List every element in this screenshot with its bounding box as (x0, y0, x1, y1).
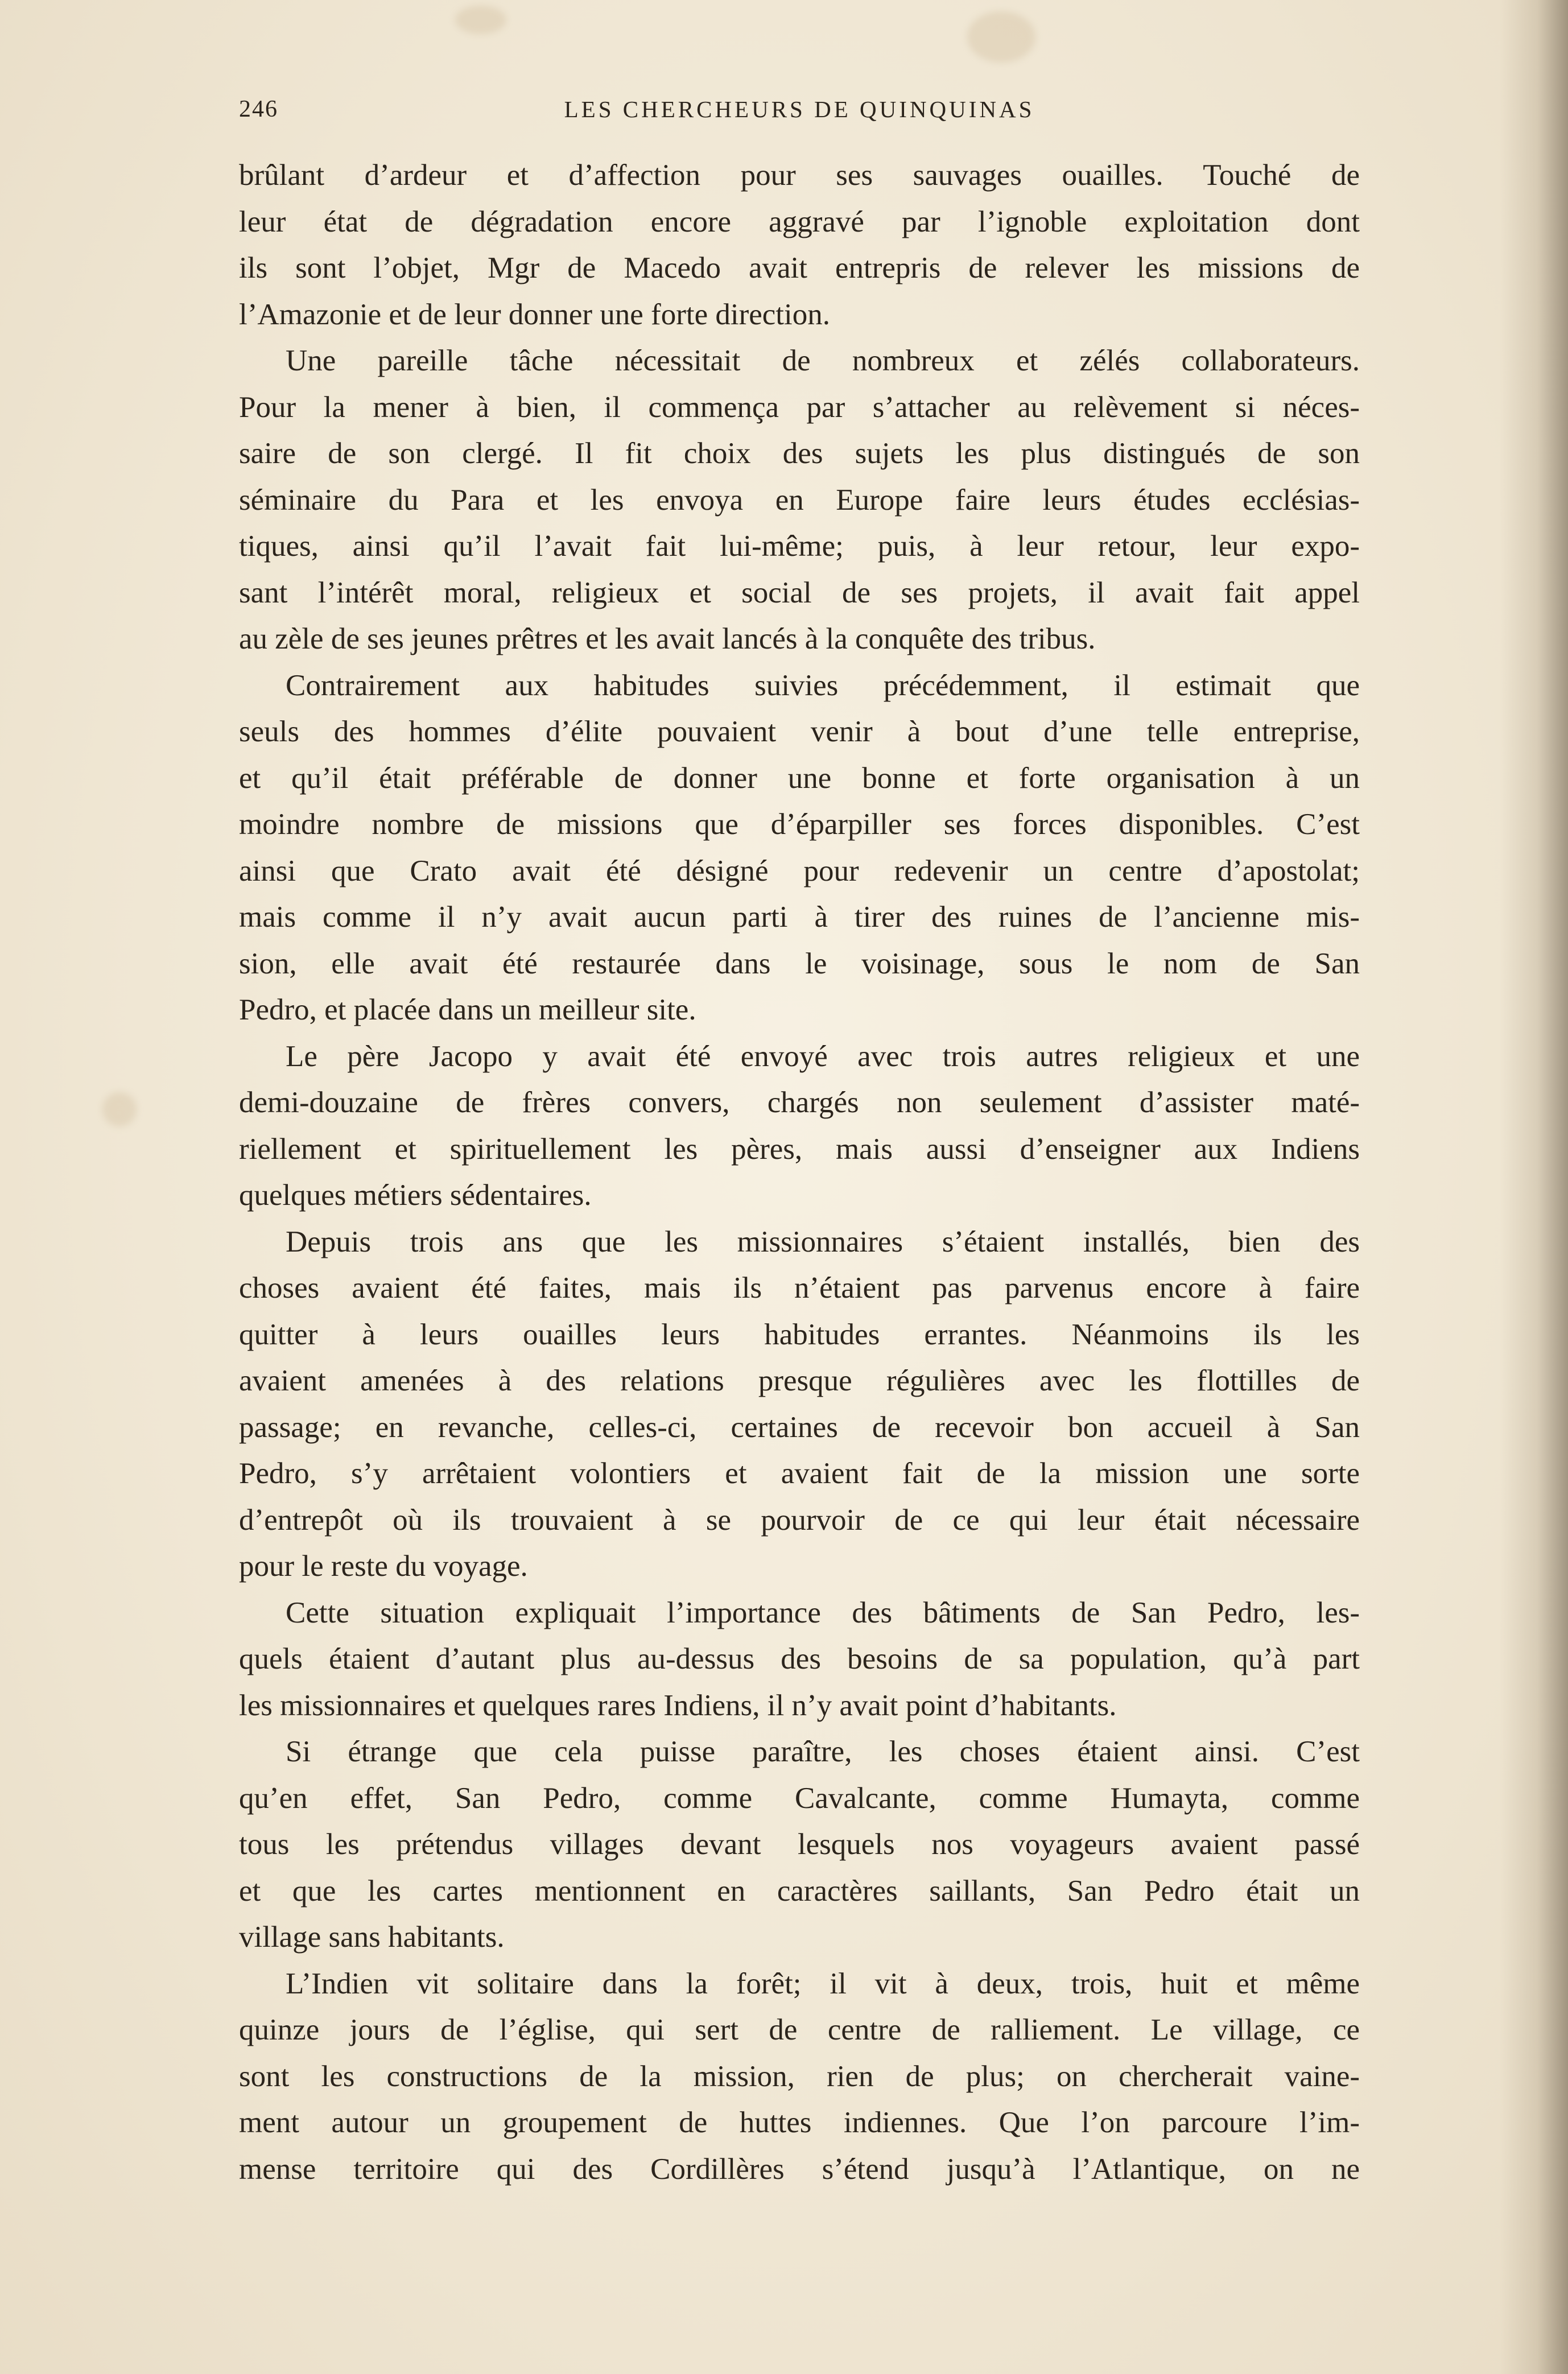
text-line: leur état de dégradation encore aggravé par l’ignoble exploitation dont (239, 205, 1360, 238)
text-line: Cette situation expliquait l’importance des bâtiments de San Pedro, les- (286, 1596, 1360, 1629)
text-line: pour le reste du voyage. (239, 1550, 528, 1583)
text-line: Pedro, s’y arrêtaient volontiers et avaient fait de la mission une sorte (239, 1457, 1360, 1490)
text-line: avaient amenées à des relations presque régulières avec les flottilles de (239, 1364, 1360, 1397)
text-line: Une pareille tâche nécessitait de nombreux et zélés collaborateurs. (286, 344, 1360, 377)
text-line: Si étrange que cela puisse paraître, les choses étaient ainsi. C’est (286, 1735, 1360, 1768)
text-line: et qu’il était préférable de donner une bonne et forte organisation à un (239, 761, 1360, 795)
text-line: sant l’intérêt moral, religieux et social de ses projets, il avait fait appel (239, 576, 1360, 609)
text-line: brûlant d’ardeur et d’affection pour ses sauvages ouailles. Touché de (239, 159, 1360, 192)
paper-stain (455, 6, 506, 34)
text-line: choses avaient été faites, mais ils n’étaient pas parvenus encore à faire (239, 1271, 1360, 1304)
text-line: tous les prétendus villages devant lesquels nos voyageurs avaient passé (239, 1828, 1360, 1861)
text-line: Pour la mener à bien, il commença par s’attacher au relèvement si néces- (239, 390, 1360, 424)
text-line: quinze jours de l’église, qui sert de centre de ralliement. Le village, ce (239, 2013, 1360, 2046)
text-line: quels étaient d’autant plus au-dessus des besoins de sa population, qu’à part (239, 1642, 1360, 1675)
text-line: Pedro, et placée dans un meilleur site. (239, 993, 696, 1026)
text-line: au zèle de ses jeunes prêtres et les avait lancés à la conquête des tribus. (239, 622, 1096, 655)
paper-stain (102, 1092, 137, 1126)
text-line: Le père Jacopo y avait été envoyé avec trois autres religieux et une (286, 1039, 1360, 1073)
paper-stain (967, 11, 1035, 63)
text-line: les missionnaires et quelques rares Indiens, il n’y avait point d’habitants. (239, 1688, 1117, 1722)
text-line: L’Indien vit solitaire dans la forêt; il vit à deux, trois, huit et même (286, 1967, 1360, 2000)
text-line: quitter à leurs ouailles leurs habitudes errantes. Néanmoins ils les (239, 1318, 1360, 1351)
running-head (239, 96, 1360, 130)
text-line: séminaire du Para et les envoya en Europe faire leurs études ecclésias- (239, 483, 1360, 517)
text-line: quelques métiers sédentaires. (239, 1179, 592, 1212)
text-line: village sans habitants. (239, 1921, 505, 1954)
text-line: d’entrepôt où ils trouvaient à se pourvoir de ce qui leur était nécessaire (239, 1503, 1360, 1537)
text-line: Contrairement aux habitudes suivies précédemment, il estimait que (286, 668, 1360, 702)
page-edge-shadow (1500, 0, 1568, 2374)
text-line: tiques, ainsi qu’il l’avait fait lui-même; puis, à leur retour, leur expo- (239, 530, 1360, 563)
text-line: seuls des hommes d’élite pouvaient venir à bout d’une telle entreprise, (239, 715, 1360, 748)
text-line: passage; en revanche, celles-ci, certaines de recevoir bon accueil à San (239, 1410, 1360, 1444)
text-line: saire de son clergé. Il fit choix des sujets les plus distingués de son (239, 437, 1360, 470)
text-line: Depuis trois ans que les missionnaires s’étaient installés, bien des (286, 1225, 1360, 1258)
body-text (239, 152, 1360, 2193)
text-line: sont les constructions de la mission, rien de plus; on chercherait vaine- (239, 2059, 1360, 2093)
text-line: mais comme il n’y avait aucun parti à tirer des ruines de l’ancienne mis- (239, 901, 1360, 934)
running-title: LES CHERCHEURS DE QUINQUINAS (564, 96, 1035, 122)
text-line: qu’en effet, San Pedro, comme Cavalcante, comme Humayta, comme (239, 1781, 1360, 1815)
text-line: demi-douzaine de frères convers, chargés non seulement d’assister maté- (239, 1086, 1360, 1119)
text-line: sion, elle avait été restaurée dans le voisinage, sous le nom de San (239, 947, 1360, 980)
text-line: ainsi que Crato avait été désigné pour redevenir un centre d’apostolat; (239, 854, 1360, 887)
text-line: et que les cartes mentionnent en caractères saillants, San Pedro était un (239, 1874, 1360, 1908)
text-line: riellement et spirituellement les pères, mais aussi d’enseigner aux Indiens (239, 1132, 1360, 1166)
text-line: mense territoire qui des Cordillères s’étend jusqu’à l’Atlantique, on ne (239, 2152, 1360, 2186)
page-number: 246 (239, 96, 278, 122)
text-line: ils sont l’objet, Mgr de Macedo avait entrepris de relever les missions de (239, 251, 1360, 284)
text-line: l’Amazonie et de leur donner une forte direction. (239, 298, 830, 331)
text-line: moindre nombre de missions que d’éparpiller ses forces disponibles. C’est (239, 808, 1360, 841)
text-line: ment autour un groupement de huttes indiennes. Que l’on parcoure l’im- (239, 2106, 1360, 2139)
